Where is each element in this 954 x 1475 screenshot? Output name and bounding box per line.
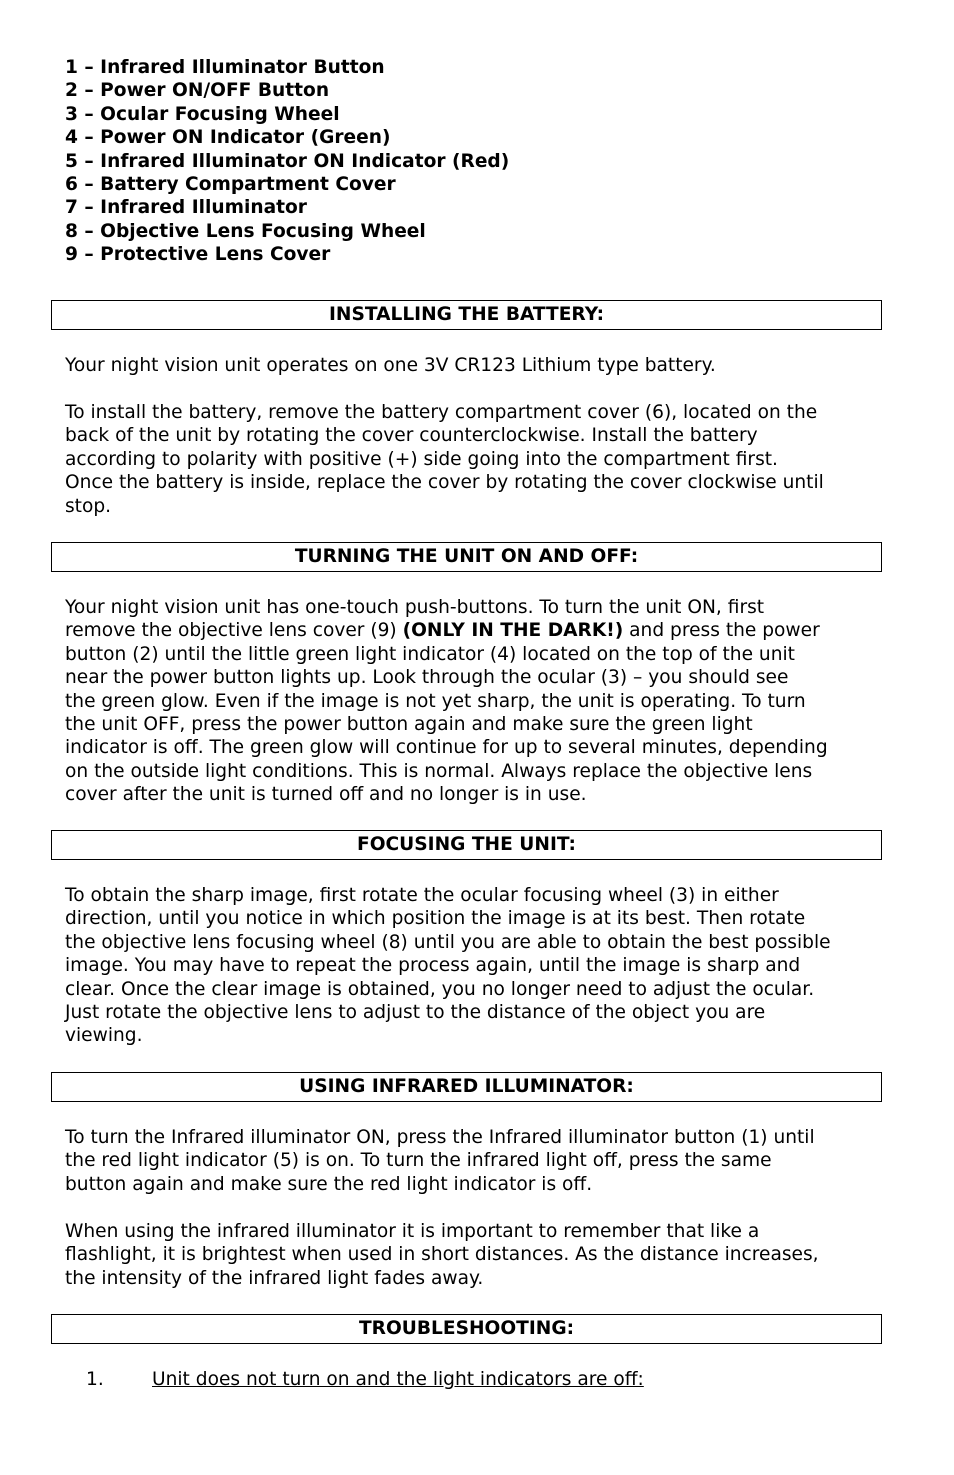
parts-list-item: 6 – Battery Compartment Cover [65, 174, 396, 196]
installing-battery-heading: INSTALLING THE BATTERY: [51, 300, 882, 330]
parts-list-item: 2 – Power ON/OFF Button [65, 80, 330, 102]
text-segment: and press the power [623, 620, 820, 642]
troubleshooting-item [86, 1368, 644, 1391]
text-line: To obtain the sharp image, first rotate the ocular focusing wheel (3) in either [65, 885, 779, 906]
text-line: image. You may have to repeat the process again, until the image is sharp and [65, 955, 801, 977]
text-line: clear. Once the clear image is obtained, you no longer need to adjust the ocular. [65, 978, 815, 1000]
infrared-illuminator-paragraph-1 [65, 1126, 870, 1196]
text-line: Your night vision unit operates on one 3V CR123 Lithium type battery. [65, 355, 716, 376]
text-line: Once the battery is inside, replace the cover by rotating the cover clockwise until [65, 472, 824, 494]
parts-list-item: 7 – Infrared Illuminator [65, 197, 307, 219]
troubleshooting-item-number: 1. [86, 1369, 104, 1390]
text-line: the intensity of the infrared light fades away. [65, 1267, 484, 1289]
text-line: button (2) until the little green light indicator (4) located on the top of the unit [65, 643, 795, 665]
text-line: according to polarity with positive (+) side going into the compartment first. [65, 448, 778, 470]
parts-list-item: 1 – Infrared Illuminator Button [65, 57, 385, 78]
text-line: viewing. [65, 1025, 143, 1047]
dark-warning-text: (ONLY IN THE DARK!) [402, 620, 624, 642]
text-line: the green glow. Even if the image is not yet sharp, the unit is operating. To turn [65, 690, 806, 712]
text-line: near the power button lights up. Look through the ocular (3) – you should see [65, 667, 789, 689]
focusing-unit-heading: FOCUSING THE UNIT: [51, 830, 882, 860]
text-line: back of the unit by rotating the cover counterclockwise. Install the battery [65, 425, 758, 447]
text-line: the objective lens focusing wheel (8) until you are able to obtain the best possible [65, 931, 831, 953]
parts-list-item: 9 – Protective Lens Cover [65, 244, 331, 266]
infrared-illuminator-paragraph-2 [65, 1220, 870, 1290]
text-line: indicator is off. The green glow will continue for up to several minutes, depending [65, 737, 828, 759]
troubleshooting-item-title: Unit does not turn on and the light indicators are off: [152, 1369, 644, 1390]
troubleshooting-heading: TROUBLESHOOTING: [51, 1314, 882, 1344]
text-segment: remove the objective lens cover (9) [65, 620, 403, 642]
text-line: To install the battery, remove the battery compartment cover (6), located on the [65, 402, 818, 423]
text-line: button again and make sure the red light indicator is off. [65, 1173, 593, 1195]
parts-list-item: 8 – Objective Lens Focusing Wheel [65, 220, 426, 242]
text-line: Just rotate the objective lens to adjust to the distance of the object you are [65, 1002, 766, 1024]
text-line: on the outside light conditions. This is normal. Always replace the objective lens [65, 760, 813, 782]
parts-list-item: 4 – Power ON Indicator (Green) [65, 127, 391, 149]
infrared-illuminator-heading: USING INFRARED ILLUMINATOR: [51, 1072, 882, 1102]
focusing-unit-paragraph [65, 884, 870, 1048]
turning-on-off-paragraph [65, 596, 870, 807]
text-line [65, 619, 870, 642]
text-line: direction, until you notice in which position the image is at its best. Then rotate [65, 908, 806, 930]
parts-list [65, 56, 509, 267]
text-line: Your night vision unit has one-touch push-buttons. To turn the unit ON, first [65, 597, 765, 618]
text-line: When using the infrared illuminator it is important to remember that like a [65, 1221, 760, 1242]
installing-battery-paragraph-1 [65, 354, 870, 377]
installing-battery-paragraph-2 [65, 401, 870, 518]
turning-on-off-heading: TURNING THE UNIT ON AND OFF: [51, 542, 882, 572]
text-line: the unit OFF, press the power button again and make sure the green light [65, 714, 753, 736]
text-line: To turn the Infrared illuminator ON, press the Infrared illuminator button (1) until [65, 1127, 815, 1148]
text-line: stop. [65, 495, 112, 517]
text-line: cover after the unit is turned off and no longer is in use. [65, 784, 587, 806]
parts-list-item: 3 – Ocular Focusing Wheel [65, 103, 340, 125]
text-line: the red light indicator (5) is on. To turn the infrared light off, press the same [65, 1150, 772, 1172]
parts-list-item: 5 – Infrared Illuminator ON Indicator (Red) [65, 150, 510, 172]
text-line: flashlight, it is brightest when used in short distances. As the distance increases, [65, 1244, 819, 1266]
